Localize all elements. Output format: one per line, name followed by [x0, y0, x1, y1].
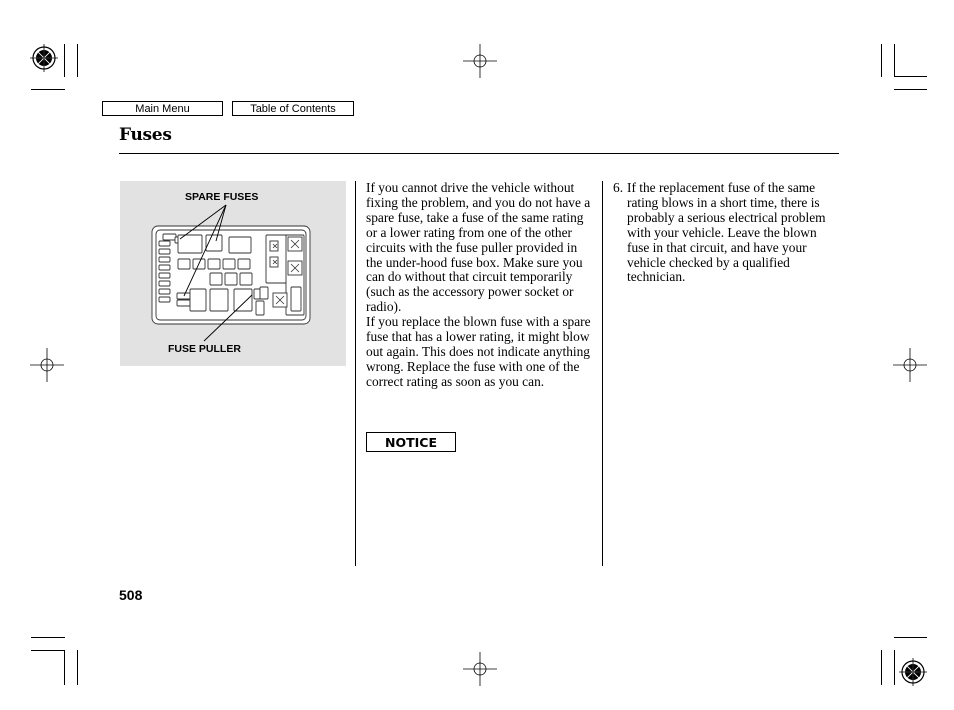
- notice-badge: NOTICE: [366, 432, 456, 452]
- spare-fuses-label: SPARE FUSES: [185, 191, 259, 203]
- page-number: 508: [119, 587, 143, 603]
- crosshair-icon: [30, 348, 64, 382]
- instructions-column: [366, 181, 592, 390]
- crosshair-icon: [893, 348, 927, 382]
- fuse-box-illustration: [120, 181, 346, 366]
- registration-mark-icon: [899, 658, 927, 686]
- step-text: If the replacement fuse of the same rating blows in a short time, there is probably a serious electrical problem with your vehicle. Leave the blown fuse in that circuit, and have your vehicle checked by a qualified technician.: [627, 180, 826, 285]
- fuse-puller-label: FUSE PULLER: [168, 343, 241, 355]
- table-of-contents-button[interactable]: Table of Contents: [232, 101, 354, 116]
- paragraph: If you replace the blown fuse with a spare fuse that has a lower rating, it might blow out again. This does not indicate anything wrong. Replace the fuse with one of the correct rating as soon as you can.: [366, 314, 591, 389]
- crosshair-icon: [463, 44, 497, 78]
- title-divider: [119, 153, 839, 154]
- main-menu-button[interactable]: Main Menu: [102, 101, 223, 116]
- crosshair-icon: [463, 652, 497, 686]
- column-divider: [602, 181, 603, 566]
- step-number: 6.: [613, 180, 624, 195]
- registration-mark-icon: [30, 44, 58, 72]
- step-six: [613, 181, 835, 285]
- fuse-box-diagram: [120, 181, 346, 366]
- page-title: Fuses: [119, 125, 172, 145]
- column-divider: [355, 181, 356, 566]
- paragraph: If you cannot drive the vehicle without fixing the problem, and you do not have a spare fuse, take a fuse of the same rating or a lower rating from one of the other circuits with the fuse puller provided in the under-hood fuse box. Make sure you can do without that circuit temporarily (such as the accessory power socket or radio).: [366, 180, 591, 315]
